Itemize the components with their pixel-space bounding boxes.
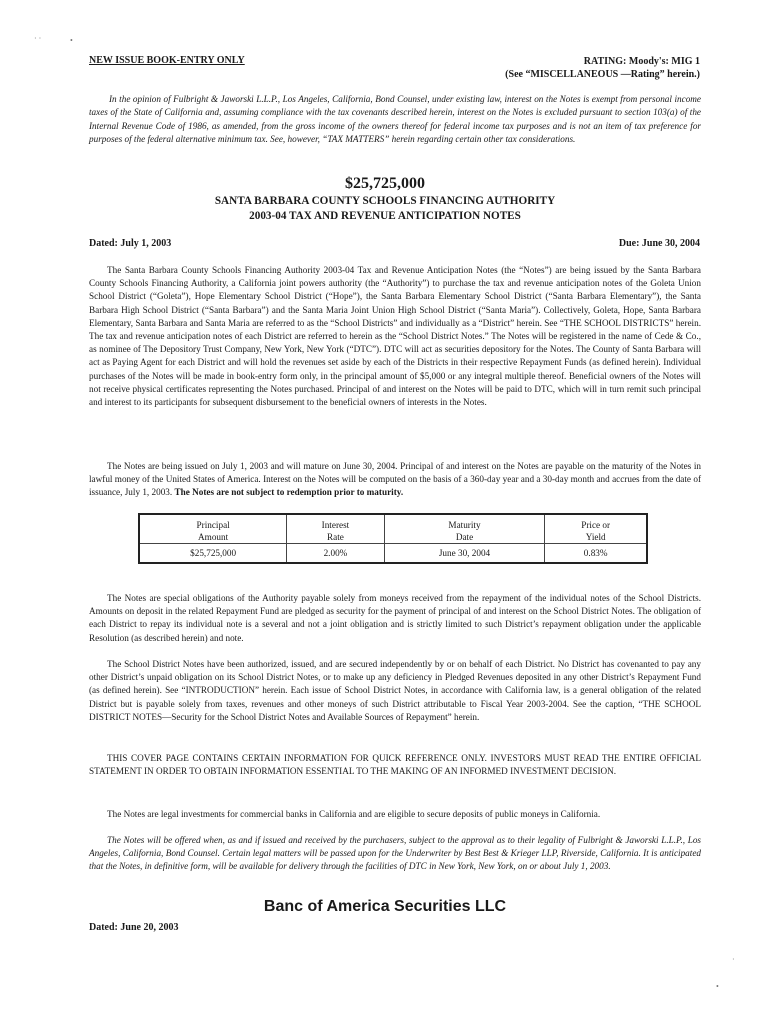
scan-speck: •: [70, 36, 73, 45]
bond-counsel-opinion: In the opinion of Fulbright & Jaworski L.L.P., Los Angeles, California, Bond Counsel, under existing law, interest on the Notes is exempt from personal income taxes of the State of California and, assuming compliance with the tax covenants described herein, interest on the Notes is excluded pursuant to section 103(a) of the Internal Revenue Code of 1986, as amended, from the gross income of the owners thereof for federal income tax purposes and is not an item of tax preference for purposes of the federal alternative minimum tax. See, however, “TAX MATTERS” herein regarding certain other tax considerations.: [89, 94, 701, 145]
paragraph-district-notes: The School District Notes have been authorized, issued, and are secured independently by or on behalf of each District. No District has covenanted to pay any other District’s unpaid obligation on its School District Notes, or to make up any deficiency in Pledged Revenues deposited in any other District’s Repayment Fund (as defined herein). See “INTRODUCTION” herein. Each issue of School District Notes, in accordance with California law, is a general obligation of the related District but is payable solely from taxes, revenues and other moneys of such District attributable to Fiscal Year 2003-2004. See the caption, “THE SCHOOL DISTRICT NOTES—Security for the School District Notes and Available Sources of Repayment” herein.: [89, 659, 701, 722]
paragraph-offering: The Notes will be offered when, as and if issued and received by the purchasers, subject to the approval as to their legality of Fulbright & Jaworski L.L.P., Los Angeles, California, Bond Counsel. Certain legal matters will be passed upon for the Underwriter by Best Best & Krieger LLP, Riverside, California. It is anticipated that the Notes, in definitive form, will be available for delivery through the facilities of DTC in New York, New York, on or about July 1, 2003.: [89, 835, 701, 872]
paragraph-maturity: [89, 460, 701, 500]
price-yield-cell: 0.83%: [545, 544, 647, 564]
table-header-row: [139, 514, 647, 544]
issue-amount: $25,725,000: [345, 175, 425, 192]
underwriter-name: Banc of America Securities LLC: [263, 898, 507, 915]
document-date: Dated: June 20, 2003: [89, 922, 179, 933]
rating-line: RATING: Moody's: MIG 1: [583, 56, 700, 67]
paragraph-legal-investments: The Notes are legal investments for commercial banks in California and are eligible to secure deposits of public moneys in California.: [107, 809, 601, 819]
scan-speck: · ·: [34, 34, 42, 43]
issuer-name: SANTA BARBARA COUNTY SCHOOLS FINANCING AUTHORITY: [214, 195, 556, 207]
table-row: [139, 544, 647, 564]
table-header: Interest Rate: [287, 514, 384, 544]
rating-block: [505, 55, 700, 81]
notes-title: 2003-04 TAX AND REVENUE ANTICIPATION NOTES: [249, 210, 521, 222]
interest-rate-cell: 2.00%: [287, 544, 384, 564]
table-header: Principal Amount: [139, 514, 287, 544]
dated-date: Dated: July 1, 2003: [89, 238, 172, 249]
maturity-date-cell: June 30, 2004: [384, 544, 545, 564]
rating-reference: (See “MISCELLANEOUS —Rating” herein.): [505, 69, 700, 80]
paragraph-issuance: The Santa Barbara County Schools Financing Authority 2003-04 Tax and Revenue Anticipation Notes (the “Notes”) are being issued by the Santa Barbara County Schools Financing Authority, a California joint powers authority (the “Authority”) to purchase the tax and revenue anticipation notes of the Goleta Union School District (“Goleta”), Hope Elementary School District (“Hope”), the Santa Barbara Elementary School District (“Santa Barbara Elementary”), the Santa Barbara High School District (“Santa Barbara”) and the Santa Maria Joint Union High School District (“Santa Maria”). Collectively, Goleta, Hope, Santa Barbara Elementary, Santa Barbara and Santa Maria are referred to as the “School Districts” and individually as a “District” herein. See “THE SCHOOL DISTRICTS” herein. The tax and revenue anticipation notes of each District are referred to herein as the “School District Notes.” The Notes will be registered in the name of Cede & Co., as nominee of The Depository Trust Company, New York, New York (“DTC”). DTC will act as securities depository for the Notes. The County of Santa Barbara will act as Paying Agent for each District and will hold the revenues set aside by each of the Districts in their respective Repayment Funds (as defined herein). Individual purchases of the Notes will be made in book-entry form only, in the principal amount of $5,000 or any integral multiple thereof. Beneficial owners of the Notes will not receive physical certificates representing the Notes purchased. Principal of and interest on the Notes will be paid to DTC, which will in turn remit such principal and interest to its participants for subsequent disbursement to the beneficial owners of interests in the Notes.: [89, 265, 701, 408]
new-issue-label: NEW ISSUE BOOK-ENTRY ONLY: [89, 55, 245, 66]
scan-speck: ·: [732, 955, 735, 964]
paragraph-cover-notice: THIS COVER PAGE CONTAINS CERTAIN INFORMATION FOR QUICK REFERENCE ONLY. INVESTORS MUST READ THE ENTIRE OFFICIAL STATEMENT IN ORDER TO OBTAIN INFORMATION ESSENTIAL TO THE MAKING OF AN INFORMED INVESTMENT DECISION.: [89, 753, 701, 777]
maturity-text: The Notes are being issued on July 1, 2003 and will mature on June 30, 2004. Principal of and interest on the Notes are payable on the maturity of the Notes in lawful money of the United States of America. Interest on the Notes will be computed on the basis of a 360-day year and a 30-day month and accrues from the date of issuance, July 1, 2003.: [89, 461, 701, 498]
paragraph-special-obligations: The Notes are special obligations of the Authority payable solely from moneys received from the repayment of the individual notes of the School Districts. Amounts on deposit in the related Repayment Fund are pledged as security for the payment of principal of and interest on the School District Notes. The obligation of each District to repay its individual note is a several and not a joint obligation and is strictly limited to such District’s repayment obligation under the applicable Resolution (as described herein) and note.: [89, 593, 701, 643]
table-header: Price or Yield: [545, 514, 647, 544]
due-date: Due: June 30, 2004: [618, 238, 700, 249]
maturity-table: [138, 513, 648, 564]
scan-speck: •: [716, 982, 719, 991]
table-header: Maturity Date: [384, 514, 545, 544]
redemption-note: The Notes are not subject to redemption prior to maturity.: [174, 487, 404, 498]
principal-amount-cell: $25,725,000: [139, 544, 287, 564]
